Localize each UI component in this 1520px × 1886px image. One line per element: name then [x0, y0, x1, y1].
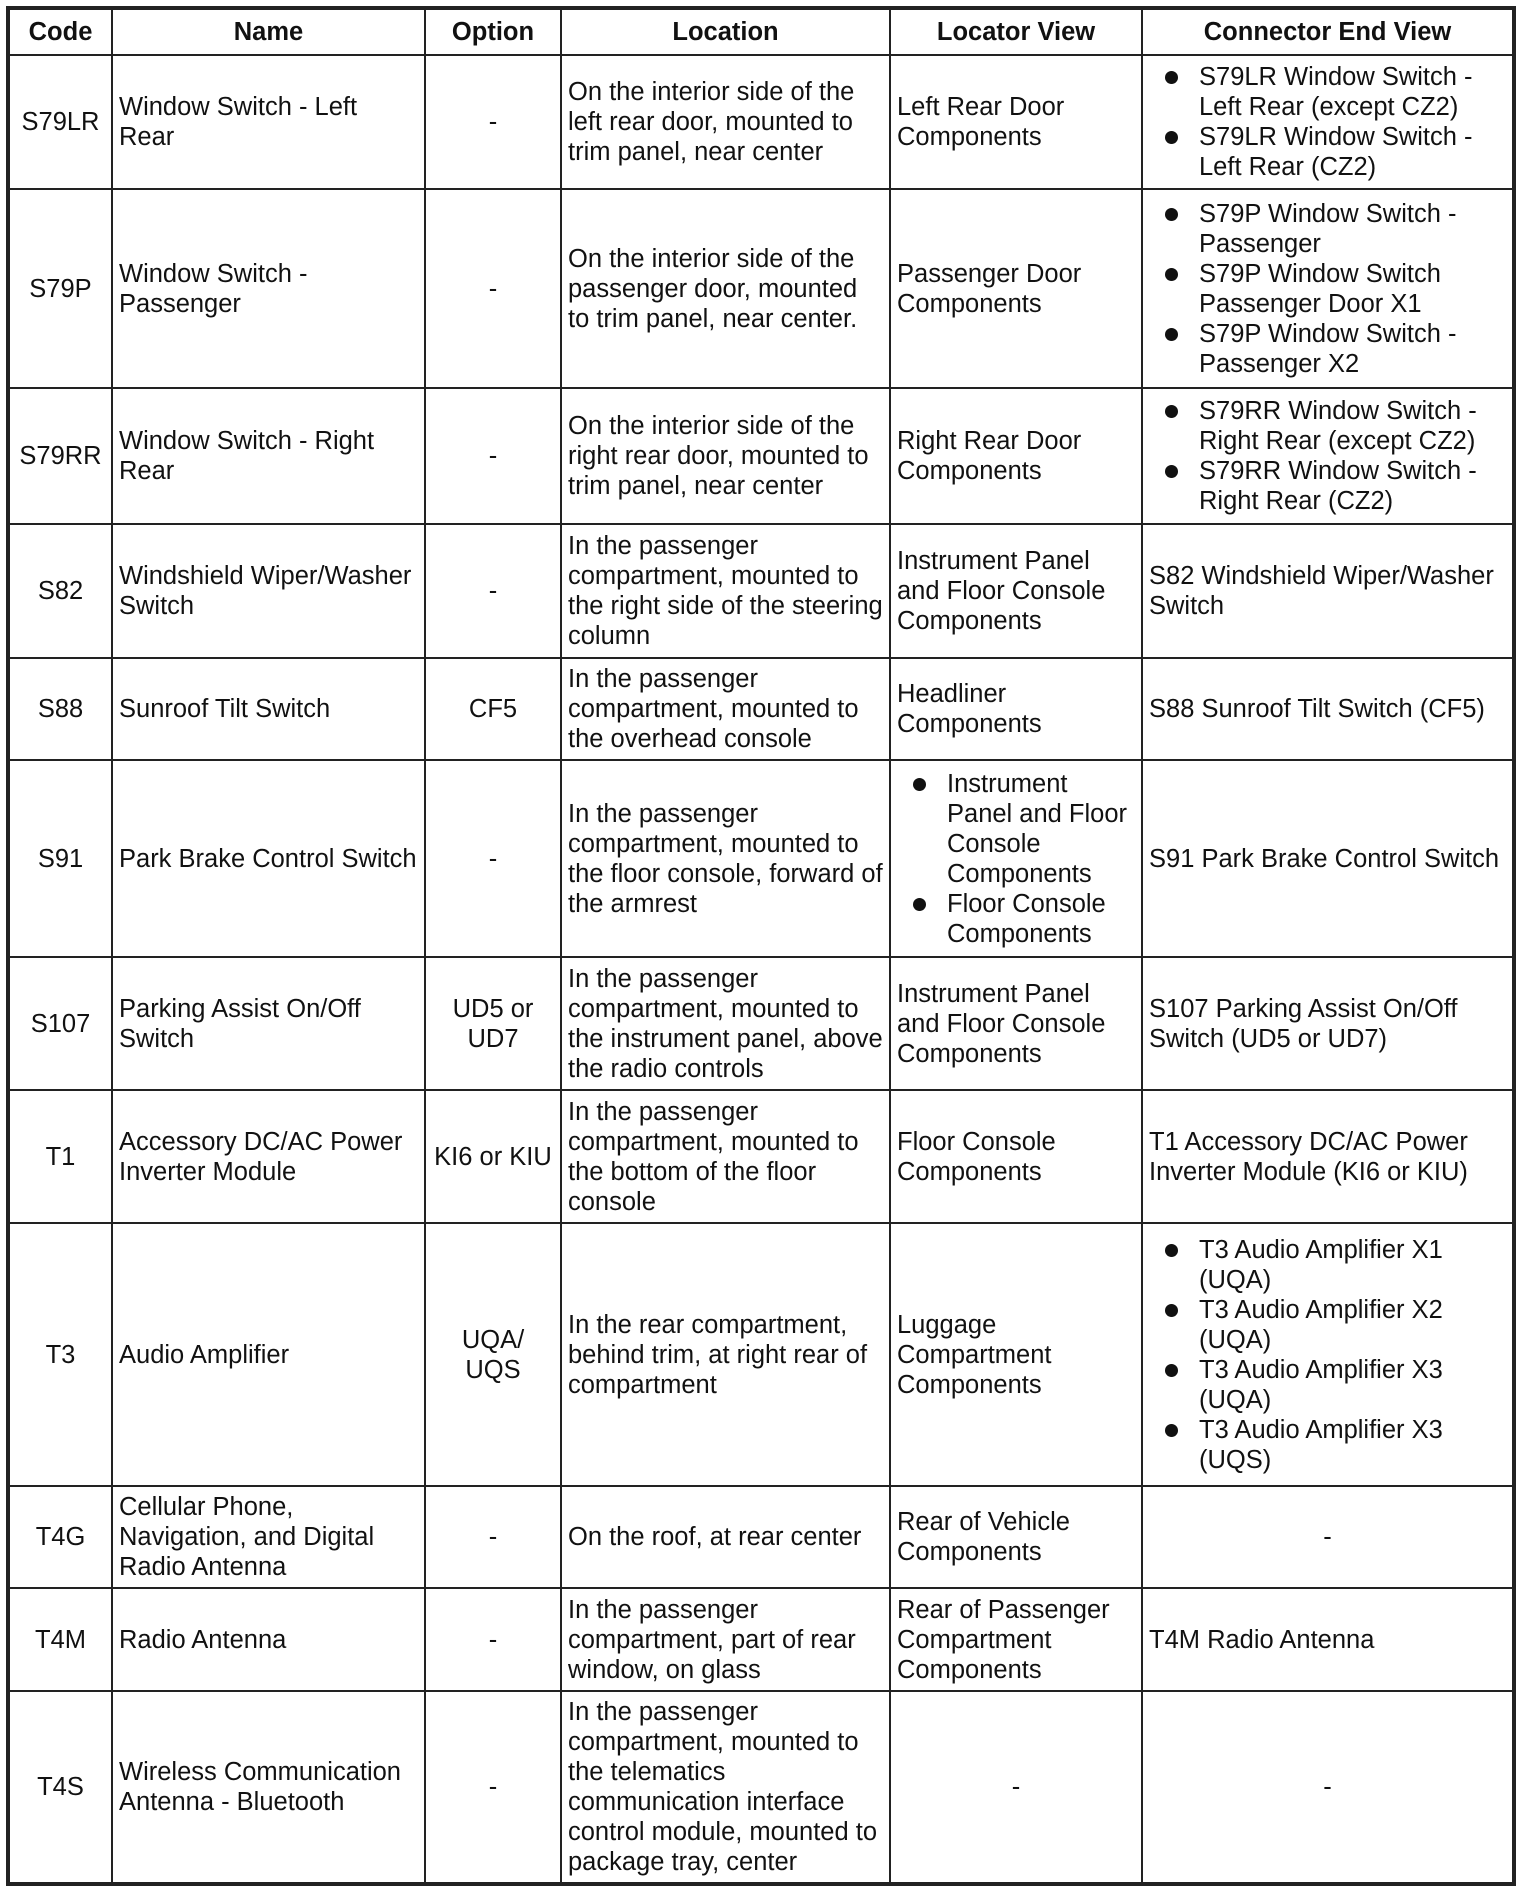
cell-connector-end-view: S88 Sunroof Tilt Switch (CF5)	[1142, 658, 1514, 760]
cell-name: Audio Amplifier	[112, 1223, 425, 1486]
cell-name: Radio Antenna	[112, 1588, 425, 1691]
cell-connector-end-view-list	[1149, 396, 1506, 516]
header-location: Location	[561, 8, 890, 55]
cell-name: Wireless Communication Antenna - Bluetooth	[112, 1691, 425, 1884]
cell-code: S79LR	[8, 55, 112, 189]
cell-name: Parking Assist On/Off Switch	[112, 957, 425, 1090]
cell-connector-end-view-list	[1149, 1235, 1506, 1475]
cell-locator-view: Headliner Components	[890, 658, 1142, 760]
cell-connector-end-view: S91 Park Brake Control Switch	[1142, 760, 1514, 957]
cell-locator-view-list	[897, 769, 1135, 949]
list-item: S79LR Window Switch - Left Rear (CZ2)	[1199, 122, 1506, 182]
cell-option: UD5 or UD7	[425, 957, 561, 1090]
list-item: S79RR Window Switch - Right Rear (except CZ2)	[1199, 396, 1506, 456]
cell-connector-end-view-list	[1149, 199, 1506, 379]
cell-code: S91	[8, 760, 112, 957]
cell-location: In the rear compartment, behind trim, at right rear of compartment	[561, 1223, 890, 1486]
cell-locator-view: Instrument Panel and Floor Console Components	[890, 957, 1142, 1090]
cell-location: In the passenger compartment, mounted to the instrument panel, above the radio controls	[561, 957, 890, 1090]
cell-connector-end-view	[1142, 1223, 1514, 1486]
table-row	[8, 658, 1514, 760]
list-item: S79LR Window Switch - Left Rear (except CZ2)	[1199, 62, 1506, 122]
cell-name: Accessory DC/AC Power Inverter Module	[112, 1090, 425, 1223]
cell-locator-view: Rear of Passenger Compartment Components	[890, 1588, 1142, 1691]
cell-code: S88	[8, 658, 112, 760]
table-row	[8, 189, 1514, 388]
table-row	[8, 1691, 1514, 1884]
list-item: Floor Console Components	[947, 889, 1135, 949]
cell-name: Sunroof Tilt Switch	[112, 658, 425, 760]
cell-connector-end-view: S107 Parking Assist On/Off Switch (UD5 or UD7)	[1142, 957, 1514, 1090]
cell-location: On the interior side of the right rear door, mounted to trim panel, near center	[561, 388, 890, 524]
cell-option: -	[425, 1588, 561, 1691]
cell-code: T4S	[8, 1691, 112, 1884]
list-item: T3 Audio Amplifier X1 (UQA)	[1199, 1235, 1506, 1295]
component-locator-table	[6, 6, 1516, 1886]
table-row	[8, 388, 1514, 524]
table-row	[8, 524, 1514, 658]
cell-option: -	[425, 760, 561, 957]
cell-option: CF5	[425, 658, 561, 760]
table-row	[8, 1588, 1514, 1691]
cell-locator-view: Instrument Panel and Floor Console Components	[890, 524, 1142, 658]
list-item: S79P Window Switch Passenger Door X1	[1199, 259, 1506, 319]
cell-option: KI6 or KIU	[425, 1090, 561, 1223]
cell-code: S107	[8, 957, 112, 1090]
cell-option: -	[425, 524, 561, 658]
cell-name: Window Switch - Passenger	[112, 189, 425, 388]
cell-location: In the passenger compartment, mounted to the floor console, forward of the armrest	[561, 760, 890, 957]
cell-connector-end-view	[1142, 388, 1514, 524]
cell-locator-view: Floor Console Components	[890, 1090, 1142, 1223]
list-item: T3 Audio Amplifier X3 (UQS)	[1199, 1415, 1506, 1475]
header-connector-end-view: Connector End View	[1142, 8, 1514, 55]
cell-location: On the interior side of the left rear door, mounted to trim panel, near center	[561, 55, 890, 189]
cell-option: -	[425, 388, 561, 524]
cell-locator-view: Right Rear Door Components	[890, 388, 1142, 524]
cell-location: In the passenger compartment, mounted to the overhead console	[561, 658, 890, 760]
header-locator-view: Locator View	[890, 8, 1142, 55]
cell-connector-end-view: S82 Windshield Wiper/Washer Switch	[1142, 524, 1514, 658]
cell-location: On the interior side of the passenger door, mounted to trim panel, near center.	[561, 189, 890, 388]
cell-location: In the passenger compartment, part of rear window, on glass	[561, 1588, 890, 1691]
cell-name: Windshield Wiper/Washer Switch	[112, 524, 425, 658]
list-item: T3 Audio Amplifier X3 (UQA)	[1199, 1355, 1506, 1415]
cell-code: T3	[8, 1223, 112, 1486]
cell-location: In the passenger compartment, mounted to the right side of the steering column	[561, 524, 890, 658]
cell-option: -	[425, 189, 561, 388]
table-row	[8, 760, 1514, 957]
cell-connector-end-view: -	[1142, 1486, 1514, 1588]
cell-connector-end-view	[1142, 55, 1514, 189]
list-item: Instrument Panel and Floor Console Components	[947, 769, 1135, 889]
list-item: S79P Window Switch - Passenger X2	[1199, 319, 1506, 379]
cell-option: UQA/ UQS	[425, 1223, 561, 1486]
cell-location: In the passenger compartment, mounted to the bottom of the floor console	[561, 1090, 890, 1223]
cell-location: On the roof, at rear center	[561, 1486, 890, 1588]
cell-connector-end-view: T4M Radio Antenna	[1142, 1588, 1514, 1691]
cell-connector-end-view	[1142, 189, 1514, 388]
cell-locator-view: Luggage Compartment Components	[890, 1223, 1142, 1486]
cell-code: S79P	[8, 189, 112, 388]
header-name: Name	[112, 8, 425, 55]
header-row	[8, 8, 1514, 55]
cell-locator-view: Passenger Door Components	[890, 189, 1142, 388]
header-option: Option	[425, 8, 561, 55]
cell-location: In the passenger compartment, mounted to the telematics communication interface control module, mounted to package tray, center	[561, 1691, 890, 1884]
cell-option: -	[425, 1486, 561, 1588]
cell-locator-view	[890, 760, 1142, 957]
table-body	[8, 55, 1514, 1884]
list-item: S79P Window Switch - Passenger	[1199, 199, 1506, 259]
list-item: S79RR Window Switch - Right Rear (CZ2)	[1199, 456, 1506, 516]
cell-locator-view: -	[890, 1691, 1142, 1884]
cell-option: -	[425, 1691, 561, 1884]
table-row	[8, 1090, 1514, 1223]
cell-name: Park Brake Control Switch	[112, 760, 425, 957]
cell-code: S82	[8, 524, 112, 658]
cell-code: S79RR	[8, 388, 112, 524]
table-row	[8, 1223, 1514, 1486]
cell-name: Window Switch - Right Rear	[112, 388, 425, 524]
cell-option: -	[425, 55, 561, 189]
cell-name: Cellular Phone, Navigation, and Digital Radio Antenna	[112, 1486, 425, 1588]
cell-code: T4M	[8, 1588, 112, 1691]
cell-connector-end-view: -	[1142, 1691, 1514, 1884]
cell-code: T4G	[8, 1486, 112, 1588]
header-code: Code	[8, 8, 112, 55]
cell-code: T1	[8, 1090, 112, 1223]
cell-connector-end-view-list	[1149, 62, 1506, 182]
list-item: T3 Audio Amplifier X2 (UQA)	[1199, 1295, 1506, 1355]
cell-locator-view: Rear of Vehicle Components	[890, 1486, 1142, 1588]
table-row	[8, 957, 1514, 1090]
cell-connector-end-view: T1 Accessory DC/AC Power Inverter Module (KI6 or KIU)	[1142, 1090, 1514, 1223]
table-row	[8, 55, 1514, 189]
cell-locator-view: Left Rear Door Components	[890, 55, 1142, 189]
cell-name: Window Switch - Left Rear	[112, 55, 425, 189]
table-row	[8, 1486, 1514, 1588]
